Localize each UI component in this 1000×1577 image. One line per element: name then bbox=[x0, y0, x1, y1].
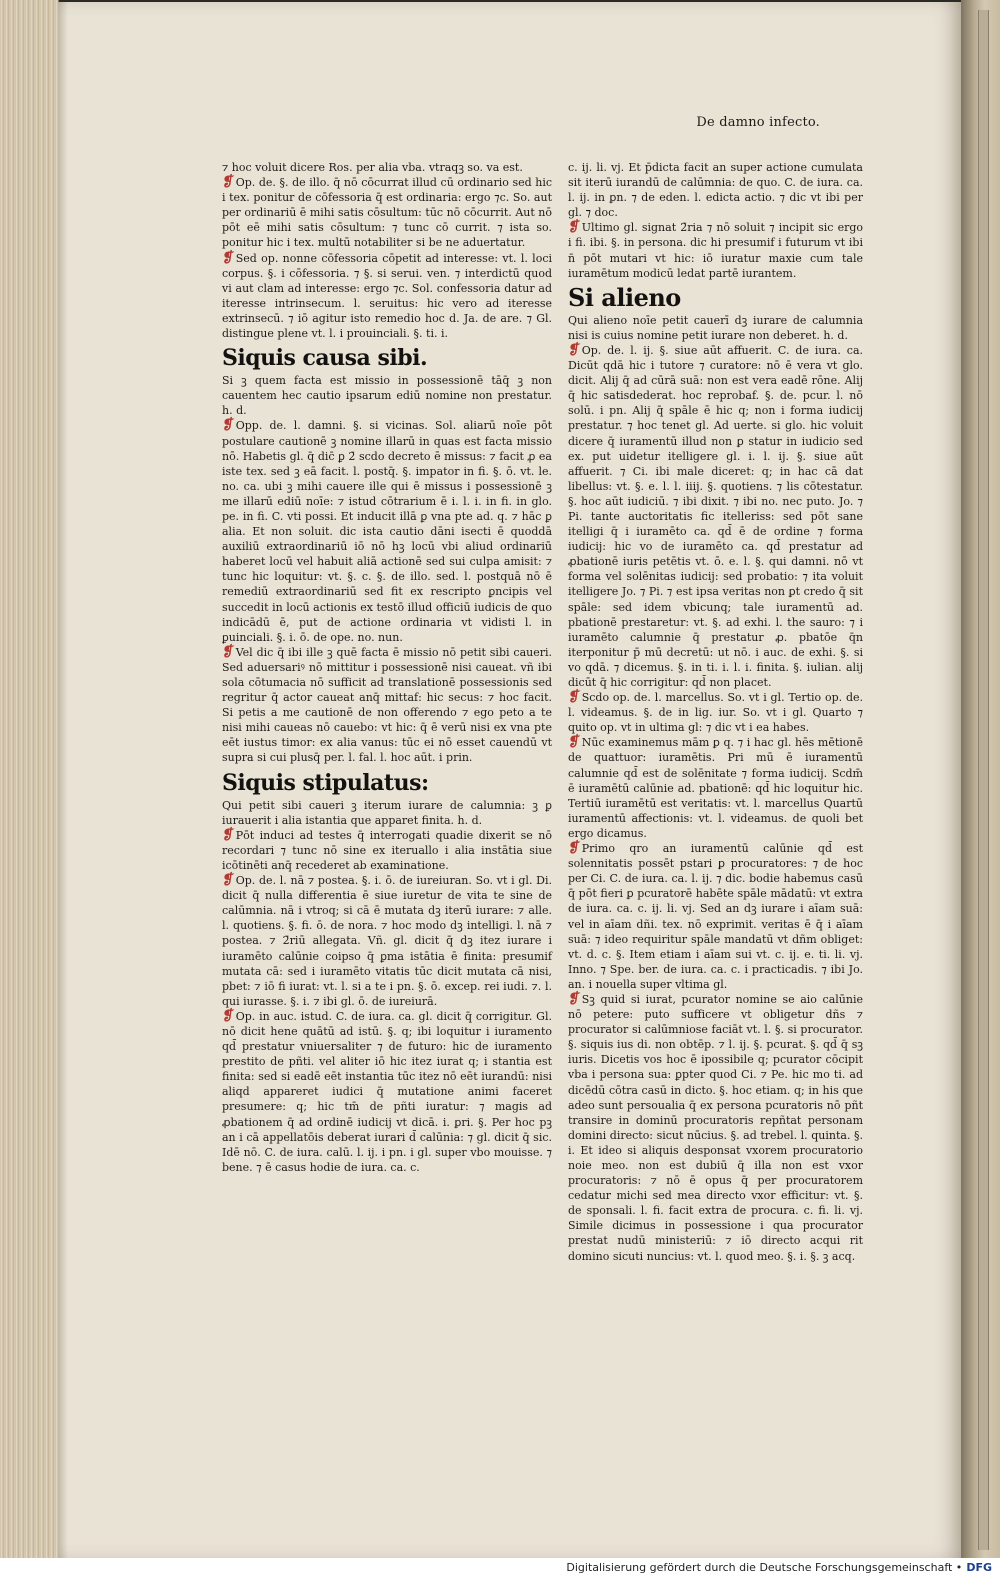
running-title: De damno infecto. bbox=[696, 115, 820, 130]
lemma-heading: Siquis stipulatus: bbox=[222, 769, 429, 796]
paragraph-text: Nūc examinemus mām ꝑ q. ⁊ i hac gl. hēs mētionē de quattuor: iuramētis. Pri mū ē iuramentū calumnie qd̄ est de solēnitate ⁊ forma iudicij. Scdm̄ ē iuramētū calūnie ad. pbationē: qd̄ hic loquitur hic. Tertiū iuramētū est veritatis: vt. l. marcellus Quartū iuramentū affectionis: vt. l. videamus. de quoli bet ergo dicamus. bbox=[568, 736, 863, 840]
paragraph-text: Op. de. l. ij. §. siue aūt affuerit. C. de iura. ca. Dicūt qdā hic i tutore ⁊ curatore: nō ē vera vt glo. dicit. Alij q̄ ad cūrā suā: non est vera eadē rōne. Alij q̄ hic satisdederat. hoc reprobaf. §. de. pcur. l. nō solū. i pn. Alij q̄ spāle ē hic q; non i forma iudicij prestatur. ⁊ hoc tenet gl. Ad uerte. si glo. hic voluit dicere q̄ iuramentū illud non ꝑ statur in iudicio sed ex. put uidetur itelligere gl. i. l. ij. §. siue aūt affuerit. ⁊ Ci. ibi male diceret: q; in hac cā dat libellus: vt. §. e. l. l. iiij. §. quotiens. ⁊ lis cōtestatur. §. hoc aūt iudiciū. ⁊ ibi dixit. ⁊ ibi no. nec puto. Jo. ⁊ Pi. tante auctoritatis fic itelleriss: sed pōt sane itelligi q̄ i iuramēto ca. qd̄ ē de ordine ⁊ forma iudicij: hic vo de iuramēto ca. qd̄ prestatur ad ꝓbationē iuris petētis vt. ō. e. l. §. qui damni. nō vt forma vel solēnitas iudicij: sed probatio: ⁊ ita voluit itelligere Jo. ⁊ Pi. ⁊ est ipsa veritas non ꝑt credo q̄ sit spāle: sed idem vbicunq; tale iuramentū ad. pbationē prestaretur: vt. §. ad exhi. l. the sauro: ⁊ i iuramēto calumnie q̄ prestatur ꝓ. pbatōe q̄n iterponitur p̄ mū decretū: ut nō. i auc. de exhi. §. si vo qdā. ⁊ dicemus. §. in ti. i. l. i. finita. §. iulian. alij dicūt q̄ hic corrigitur: qd̄ non placet. bbox=[568, 343, 863, 689]
paragraph bbox=[568, 992, 863, 1264]
pilcrow-icon: ❡ bbox=[566, 840, 581, 857]
paragraph bbox=[222, 1009, 552, 1175]
paragraph bbox=[222, 828, 552, 873]
paragraph bbox=[568, 841, 863, 992]
pilcrow-icon: ❡ bbox=[566, 689, 581, 706]
funding-credit: Digitalisierung gefördert durch die Deutsche Forschungsgemeinschaft • bbox=[566, 1561, 963, 1574]
paragraph: ⁊ hoc voluit dicere Ros. per alia vba. vtraqꝫ so. va est. bbox=[222, 161, 523, 174]
paragraph bbox=[568, 690, 863, 735]
pilcrow-icon: ❡ bbox=[220, 249, 235, 266]
lemma-heading: Siquis causa sibi. bbox=[222, 345, 428, 372]
paragraph bbox=[222, 645, 552, 766]
page-shadow bbox=[58, 2, 68, 1558]
spine-strip bbox=[978, 10, 989, 1550]
paragraph: Qui petit sibi caueri ꝫ iterum iurare de calumnia: ꝫ ꝑ iurauerit i alia istantia que apparet finita. h. d. bbox=[222, 798, 552, 827]
paragraph: c. ij. li. vj. Et p̄dicta facit an super actione cumulata sit iterū iurandū de calūmnia: de quo. C. de iura. ca. l. ij. in ꝑn. ⁊ de eden. l. edicta actio. ⁊ dic vt ibi per gl. ⁊ doc. bbox=[568, 161, 863, 220]
paragraph bbox=[222, 418, 552, 644]
paragraph bbox=[222, 251, 552, 342]
paragraph-text: Op. de. §. de illo. q̄ nō cōcurrat illud cū ordinario sed hic i tex. ponitur de cōfessoria q̄ est ordinaria: ergo ⁊c. So. aut per ordinariū ē mihi satis cōsultum: tūc nō cōcurrit. Aut nō pōt eē mihi satis cōsultum: ⁊ tunc cō currit. ⁊ ista so. ponitur hic i tex. multū notabiliter si be ne aduertatur. bbox=[222, 176, 552, 250]
pilcrow-icon: ❡ bbox=[566, 734, 581, 751]
paragraph bbox=[568, 220, 863, 280]
book-page-edges bbox=[0, 0, 59, 1560]
pilcrow-icon: ❡ bbox=[566, 219, 581, 236]
pilcrow-icon: ❡ bbox=[566, 990, 581, 1007]
footer-credit-bar bbox=[0, 1558, 1000, 1577]
pilcrow-icon: ❡ bbox=[220, 1007, 235, 1024]
paragraph-text: Op. in auc. istud. C. de iura. ca. gl. dicit q̄ corrigitur. Gl. nō dicit hene quātū ad istū. §. q; ibi loquitur i iuramento qd̄ prestatur vniuersaliter ⁊ de futuro: hic de iuramento prestito de pñti. vel aliter iō hic itez iurat q; i stantia est finita: sed si eadē eēt instantia tūc itez nō eēt iurandū: nisi aliqd appareret iudici q̄ mutatione animi faceret presumere: q; hic tm̄ de pñti iuratur: ⁊ magis ad ꝓbationem q̄ ad ordinē iudicij vt dicā. i. ꝑri. §. Per hoc pꝫ an i cā appellatōis deberat iurari d̄ calūnia: ⁊ gl. dicit q̄ sic. Idē nō. C. de iura. calū. l. ij. i pn. i gl. super vbo mouisse. ⁊ bene. ⁊ ē casus hodie de iura. ca. c. bbox=[222, 1009, 552, 1174]
lemma-heading: Si alieno bbox=[568, 282, 681, 312]
right-column bbox=[568, 160, 863, 1264]
left-column bbox=[222, 160, 552, 1175]
pilcrow-icon: ❡ bbox=[220, 643, 235, 660]
pilcrow-icon: ❡ bbox=[220, 872, 235, 889]
paragraph bbox=[222, 873, 552, 1009]
paragraph bbox=[222, 175, 552, 250]
paragraph bbox=[568, 735, 863, 841]
pilcrow-icon: ❡ bbox=[220, 174, 235, 191]
paragraph-text: Sed op. nonne cōfessoria cōpetit ad interesse: vt. l. loci corpus. §. i cōfessoria. ⁊ §. si serui. ven. ⁊ interdictū quod vi aut clam ad interesse: ergo ⁊c. Sol. confessoria datur ad iteresse intrinsecum. l. seruitus: hic vero ad iteresse extrinsecū. ⁊ iō agitur isto remedio hoc d. Ja. de are. ⁊ Gl. distingue plene vt. l. i prouinciali. §. ti. i. bbox=[222, 251, 552, 341]
pilcrow-icon: ❡ bbox=[566, 341, 581, 358]
pilcrow-icon: ❡ bbox=[220, 826, 235, 843]
paragraph-text: Opp. de. l. damni. §. si vicinas. Sol. aliarū noīe pōt postulare cautionē ꝫ nomine illarū in quas est facta missio nō. Habetis gl. q̄ dic̄ ꝑ 2̄ scdo decreto ē missus: ⁊ facit ꝓ ea iste tex. sed ꝫ eā facit. l. postq̄. §. impator in fi. §. ō. vt. le. no. ca. ubi ꝫ mihi cauere ille qui ē missus i possessionē ꝫ me illarū ediū noīe: ⁊ istud cōtrarium ē i. l. i. in fi. in glo. pe. in fi. C. vti possi. Et inducit illā ꝑ vna pte ad. q. ⁊ hāc ꝑ alia. Et non soluit. dic ista cautio dāni isecti ē quoddā auxiliū extraordinariū iō nō hꝫ locū vbi aliud ordinariū haberet locū vel habuit aliā actionē sed sui culpa amisit: ⁊ tunc hic loquitur: vt. §. c. §. de illo. sed. l. postquā nō ē remediū extraordinariū sed fit ex rescripto ꝑncipis vel succedit in locū actionis ex testō illud officiū iudicis de quo indicādū ē, put de actione ordinaria vt vidisti l. in ꝑuinciali. §. i. ō. de ope. no. nun. bbox=[222, 419, 552, 644]
paragraph: Si ꝫ quem facta est missio in possessionē tāq̄ ꝫ non cauentem hec cautio ipsarum ediū nomine non prestatur. h. d. bbox=[222, 374, 552, 418]
paragraph-text: Scdo op. de. l. marcellus. So. vt i gl. Tertio op. de. l. videamus. §. de in lig. iur. So. vt i gl. Quarto ⁊ quito op. vt in ultima gl: ⁊ dic vt i ea habes. bbox=[568, 691, 863, 735]
paragraph bbox=[568, 343, 863, 690]
dfg-logo: DFG bbox=[966, 1561, 992, 1574]
paragraph-text: Op. de. l. nā ⁊ postea. §. i. ō. de iureiuran. So. vt i gl. Di. dicit q̄ nulla differentia ē siue iuretur de vita te sine de calūmnia. nā i vtroq; si cā ē mutata dꝫ iterū iurare: ⁊ alle. l. quotiens. §. fi. ō. de nora. ⁊ hoc modo dꝫ intelligi. l. nā ⁊ postea. ⁊ 2̄riū allegata. Vñ. gl. dicit q̄ dꝫ itez iurare i iuramēto calūnie coipso q̄ ꝑma istātia ē finita: presumif mutata cā: sed i iuramēto vitatis tūc dicit mutata cā nisi, pbet: ⁊ iō fi iurat: vt. l. si a te i pn. §. ō. excep. rei iudi. ⁊. l. qui iurasse. §. i. ⁊ ibi gl. ō. de iureiurā. bbox=[222, 874, 552, 1008]
paragraph-text: Vel dic q̄ ibi ille ꝫ quē facta ē missio nō petit sibi caueri. Sed aduersariꝰ nō mittitur i possessionē nisi caueat. vñ ibi sola cōtumacia nō sufficit ad translationē possessionis sed regritur q̄ actor caueat anq̄ mittaf: hic secus: ⁊ hoc facit. Si petis a me cautionē de non offerendo ⁊ ego peto a te nisi mihi caueas nō cauebo: vt hic: q̄ ē verū nisi ex vna pte eēt iustus timor: ex alia vanus: tūc ei nō esset cauendū vt supra si cui plusq̄ per. l. fal. l. hoc aūt. i prin. bbox=[222, 645, 552, 765]
paragraph: Qui alieno noīe petit cauerī dꝫ iurare de calumnia nisi is cuius nomine petit iurare non deberet. h. d. bbox=[568, 313, 863, 342]
pilcrow-icon: ❡ bbox=[220, 417, 235, 434]
paragraph-text: Primo qro an iuramentū calūnie qd̄ est solennitatis possēt pstari ꝑ procuratores: ⁊ de hoc per Ci. C. de iura. ca. l. ij. ⁊ dic. bodie habemus casū q̄ pōt fieri ꝑ pcuratorē habēte spāle mādatū: vt extra de iura. ca. c. ij. li. vj. Sed an dꝫ iurare i aīam suā: vel in aīam dñi. tex. nō exprimit. veritas ē q̄ i aīam suā: ⁊ ideo requiritur spāle mandatū vt dñm obliget: vt. d. c. §. Item etiam i aīam sui vt. c. ij. e. ti. li. vj. Inno. ⁊ Spe. ber. de iura. ca. c. i practicadis. ⁊ ibi Jo. an. i nouella super vltima gl. bbox=[568, 842, 863, 991]
paragraph-text: Sꝫ quid si iurat, pcurator nomine se aio calūnie nō petere: puto sufficere vt obligetur dñs ⁊ procurator si calūmniose faciāt vt. l. §. si procurator. §. siquis ius di. non obtēp. ⁊ l. ij. §. pcurat. §. qd̄ q̄ sꝫ iuris. Dicetis vos hoc ē ipossibile q; pcurator cōcipit vba i persona sua: ꝑpter quod Ci. ⁊ Pe. hic mo ti. ad dicēdū cōtra casū in dicto. §. hoc etiam. q; in his que adeo sunt persoualia q̄ ex persona pcuratoris nō pñt transire in dominū procuratoris repñtat personam domini directo: sicut nūcius. §. ad trebel. l. quinta. §. i. Et ideo si aliquis desponsat vxorem procuratorio noie meo. non est dubiū q̄ illa non est vxor procuratoris: ⁊ nō ē opus q̄ per procuratorem cedatur michi sed mea directo vxor efficitur: vt. §. de sponsali. l. fi. facit extra de procura. c. fi. li. vj. Simile dicimus in possessione i qua procurator prestat nudū ministeriū: ⁊ iō directo acqui rit domino sicuti nuncius: vt. l. quod meo. §. i. §. ꝫ acq. bbox=[568, 992, 863, 1263]
paragraph-text: Ultimo gl. signat 2̄ria ⁊ nō soluit ⁊ incipit sic ergo i fi. ibi. §. in persona. dic hi presumif i futurum vt ibi n̄ pōt mutari vt hic: iō iuratur maxie cum tale iuramētum modicū ledat partē iurantem. bbox=[568, 221, 863, 280]
paragraph-text: Pōt induci ad testes q̄ interrogati quadie dixerit se nō recordari ⁊ tunc nō sine ex iteruallo i alia instātia siue icōtinēti anq̄ recederet ab examinatione. bbox=[222, 828, 552, 872]
